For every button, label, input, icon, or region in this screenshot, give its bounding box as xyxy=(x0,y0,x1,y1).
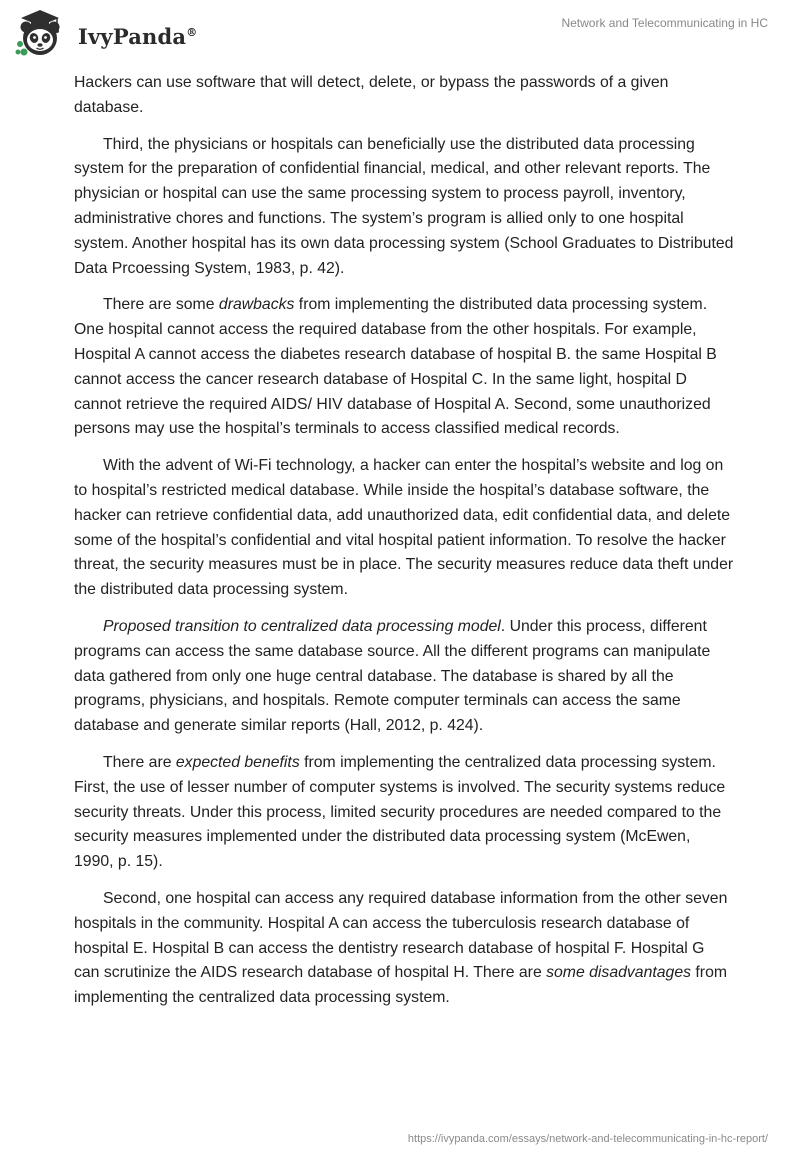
paragraph: Third, the physicians or hospitals can beneficially use the distributed data processing system for the preparation of confidential financial, medical, and other relevant reports. The physician or hospital can use the same processing system to process payroll, inventory, administrative chores and functions. The system’s program is allied only to one hospital system. Another hospital has its own data processing system (School Graduates to Distributed Data Prcoessing System, 1983, p. 42). xyxy=(74,135,734,277)
registered-mark: ® xyxy=(186,26,198,39)
paragraph: With the advent of Wi-Fi technology, a hacker can enter the hospital’s website and log on to hospital’s restricted medical database. While inside the hospital’s database software, the hacker can retrieve confidential data, add unauthorized data, edit confidential data, and delete some of the hospital’s confidential and vital hospital patient information. To resolve the hacker threat, the security measures must be in place. The security measures reduce data theft under the distributed data processing system. xyxy=(74,457,734,599)
paragraph-text: from implementing the distributed data processing system. One hospital cannot access the required database from the other hospitals. For example, Hospital A cannot access the diabetes research database of hospital B. the same Hospital B cannot access the cancer research database of Hospital C. In the same light, hospital D cannot retrieve the required AIDS/ HIV database of Hospital A. Second, some unauthorized persons may use the hospital’s terminals to access classified medical records. xyxy=(74,296,717,438)
emphasized-text: Proposed transition to centralized data processing model xyxy=(103,617,501,635)
document-title: Network and Telecommunicating in HC xyxy=(561,16,768,30)
brand-name-text: IvyPanda xyxy=(78,24,187,49)
source-url-link[interactable]: https://ivypanda.com/essays/network-and-telecommunicating-in-hc-report/ xyxy=(407,1133,768,1145)
paragraph xyxy=(74,615,734,739)
brand-logo[interactable] xyxy=(14,8,214,60)
paragraph xyxy=(74,293,734,442)
paragraph-text: There are xyxy=(103,753,176,771)
paragraph: Hackers can use software that will detect, delete, or bypass the passwords of a given database. xyxy=(74,74,669,116)
emphasized-text: expected benefits xyxy=(175,753,300,771)
paragraph xyxy=(74,751,734,875)
panda-graduate-icon xyxy=(14,8,66,60)
emphasized-text: drawbacks xyxy=(218,296,295,314)
essay-body xyxy=(74,71,734,1023)
paragraph xyxy=(74,887,734,1011)
page-header xyxy=(0,0,800,70)
paragraph-text: . Under this process, different programs can access the same database source. All the different programs can manipulate data gathered from only one huge central database. The database is shared by all the programs, physicians, and hospitals. Remote computer terminals can access the same database and generate similar reports (Hall, 2012, p. 424). xyxy=(74,617,711,735)
paragraph-text: from implementing the centralized data processing system. First, the use of lesser number of computer systems is involved. The security systems reduce security threats. Under this process, limited security procedures are needed compared to the security measures implemented under the distributed data processing system (McEwen, 1990, p. 15). xyxy=(74,753,726,871)
paragraph-text: from implementing the centralized data processing system. xyxy=(74,964,728,1007)
paragraph-text: Second, one hospital can access any required database information from the other seven hospitals in the community. Hospital A can access the tuberculosis research database of hospital E. Hospital B can access the dentistry research database of hospital F. Hospital G can scrutinize the AIDS research database of hospital H. There are xyxy=(74,889,728,982)
brand-name xyxy=(78,24,197,49)
paragraph-text: There are some xyxy=(103,296,219,314)
emphasized-text: some disadvantages xyxy=(546,964,692,982)
